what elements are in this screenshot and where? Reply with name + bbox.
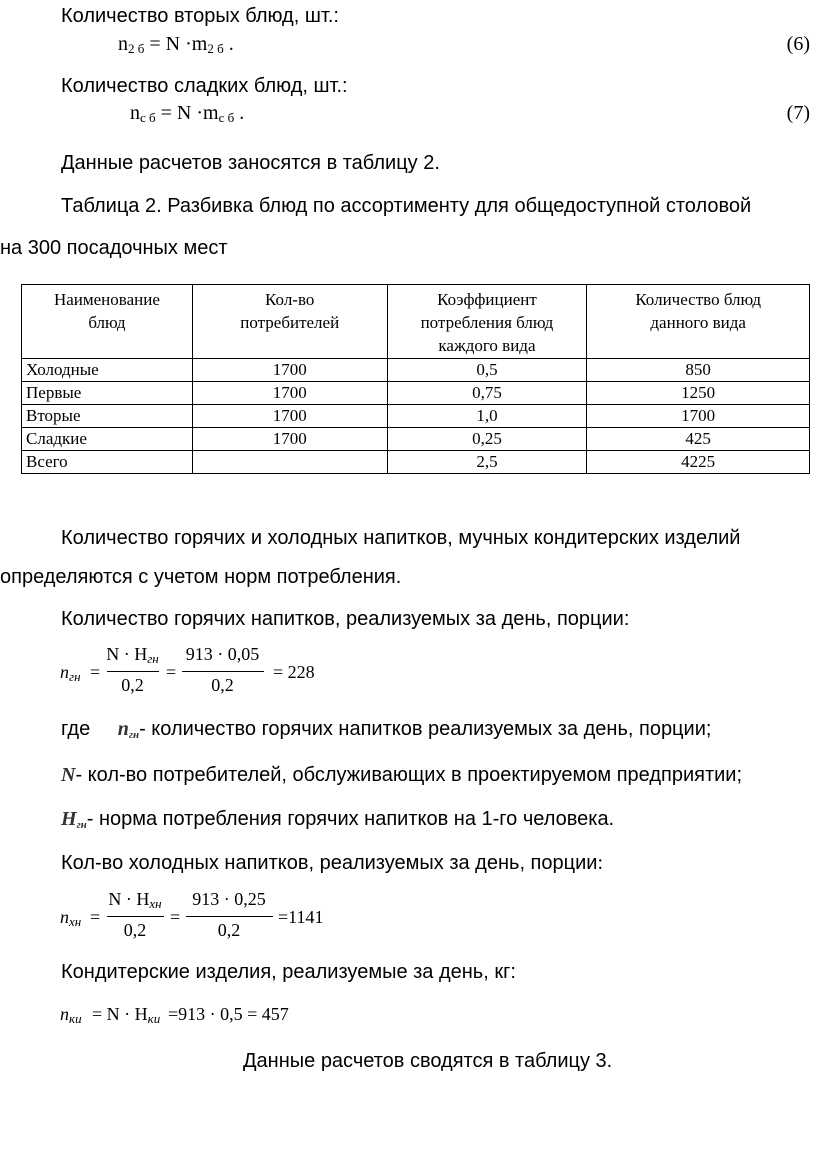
cell-coef: 2,5 [387, 451, 587, 474]
formula-cold-drinks: $n_{хн}$ = $N \cdot H_{хн}$ 0,2 = 913 · 0,25 0,2 =1141 [60, 889, 324, 940]
cell-count: 425 [587, 428, 810, 451]
formula-hot-drinks: $n_{гн}$ = $N \cdot H_{гн}$ 0,2 = 913 · 0,05 0,2 = 228 [60, 644, 315, 695]
paragraph-table3-intro: Данные расчетов сводятся в таблицу 3. [243, 1050, 613, 1072]
cell-coef: 0,25 [387, 428, 587, 451]
header-dish-name: Наименование блюд [22, 285, 193, 359]
cell-count: 850 [587, 359, 810, 382]
paragraph-cold-drinks: Кол-во холодных напитков, реализуемых за день, порции: [61, 852, 603, 874]
cell-name: Вторые [22, 405, 193, 428]
cell-consumers: 1700 [192, 405, 387, 428]
equation-7: $n_{с б} = N \cdot m_{с б}$ . [130, 102, 245, 125]
cell-coef: 0,5 [387, 359, 587, 382]
cell-name: Первые [22, 382, 193, 405]
cell-consumers [192, 451, 387, 474]
where-line-3: $H_{гн}-$ норма потребления горячих напитков на 1-го человека. [61, 807, 614, 837]
table-row [22, 451, 810, 474]
table-row [22, 405, 810, 428]
paragraph-desserts: Количество сладких блюд, шт.: [61, 75, 348, 97]
cell-consumers: 1700 [192, 382, 387, 405]
n-gn-symbol-icon: $n_{гн}$ [117, 718, 140, 741]
table-row [22, 359, 810, 382]
cell-consumers: 1700 [192, 428, 387, 451]
table-header-row [22, 285, 810, 359]
paragraph-drinks-1: Количество горячих и холодных напитков, мучных кондитерских изделий [61, 527, 741, 549]
table-caption-line-1: Таблица 2. Разбивка блюд по ассортименту для общедоступной столовой [61, 195, 752, 217]
where-line-1: где $n_{гн}-$ количество горячих напитков реализуемых за день, порции; [61, 717, 711, 747]
cell-name: Сладкие [22, 428, 193, 451]
paragraph-second-courses: Количество вторых блюд, шт.: [61, 5, 339, 27]
header-dish-count: Количество блюд данного вида [587, 285, 810, 359]
cell-name: Холодные [22, 359, 193, 382]
dishes-table [21, 284, 810, 474]
paragraph-table-intro: Данные расчетов заносятся в таблицу 2. [61, 152, 440, 174]
cell-count: 4225 [587, 451, 810, 474]
formula-confectionery: $n_{ки}$ = $N \cdot H_{ки}$ =913 · 0,5 = 457 [60, 1004, 289, 1026]
equation-7-number: (7) [786, 102, 810, 124]
header-coefficient: Коэффициент потребления блюд каждого вида [387, 285, 587, 359]
cell-count: 1700 [587, 405, 810, 428]
H-gn-symbol-icon: $H_{гн}$ [61, 808, 87, 831]
equation-6-number: (6) [786, 33, 810, 55]
cell-coef: 0,75 [387, 382, 587, 405]
table-row [22, 382, 810, 405]
where-line-2: N- кол-во потребителей, обслуживающих в проектируемом предприятии; [61, 764, 743, 786]
table-row [22, 428, 810, 451]
cell-consumers: 1700 [192, 359, 387, 382]
cell-name: Всего [22, 451, 193, 474]
table-caption-line-2: на 300 посадочных мест [0, 237, 228, 259]
N-symbol-icon: N [61, 764, 76, 786]
paragraph-drinks-2: определяются с учетом норм потребления. [0, 566, 402, 588]
cell-coef: 1,0 [387, 405, 587, 428]
equation-6: $n_{2 б} = N \cdot m_{2 б}$ . [118, 33, 234, 56]
paragraph-confectionery: Кондитерские изделия, реализуемые за день, кг: [61, 961, 516, 983]
paragraph-hot-drinks: Количество горячих напитков, реализуемых за день, порции: [61, 608, 630, 630]
header-consumers: Кол-во потребителей [192, 285, 387, 359]
cell-count: 1250 [587, 382, 810, 405]
